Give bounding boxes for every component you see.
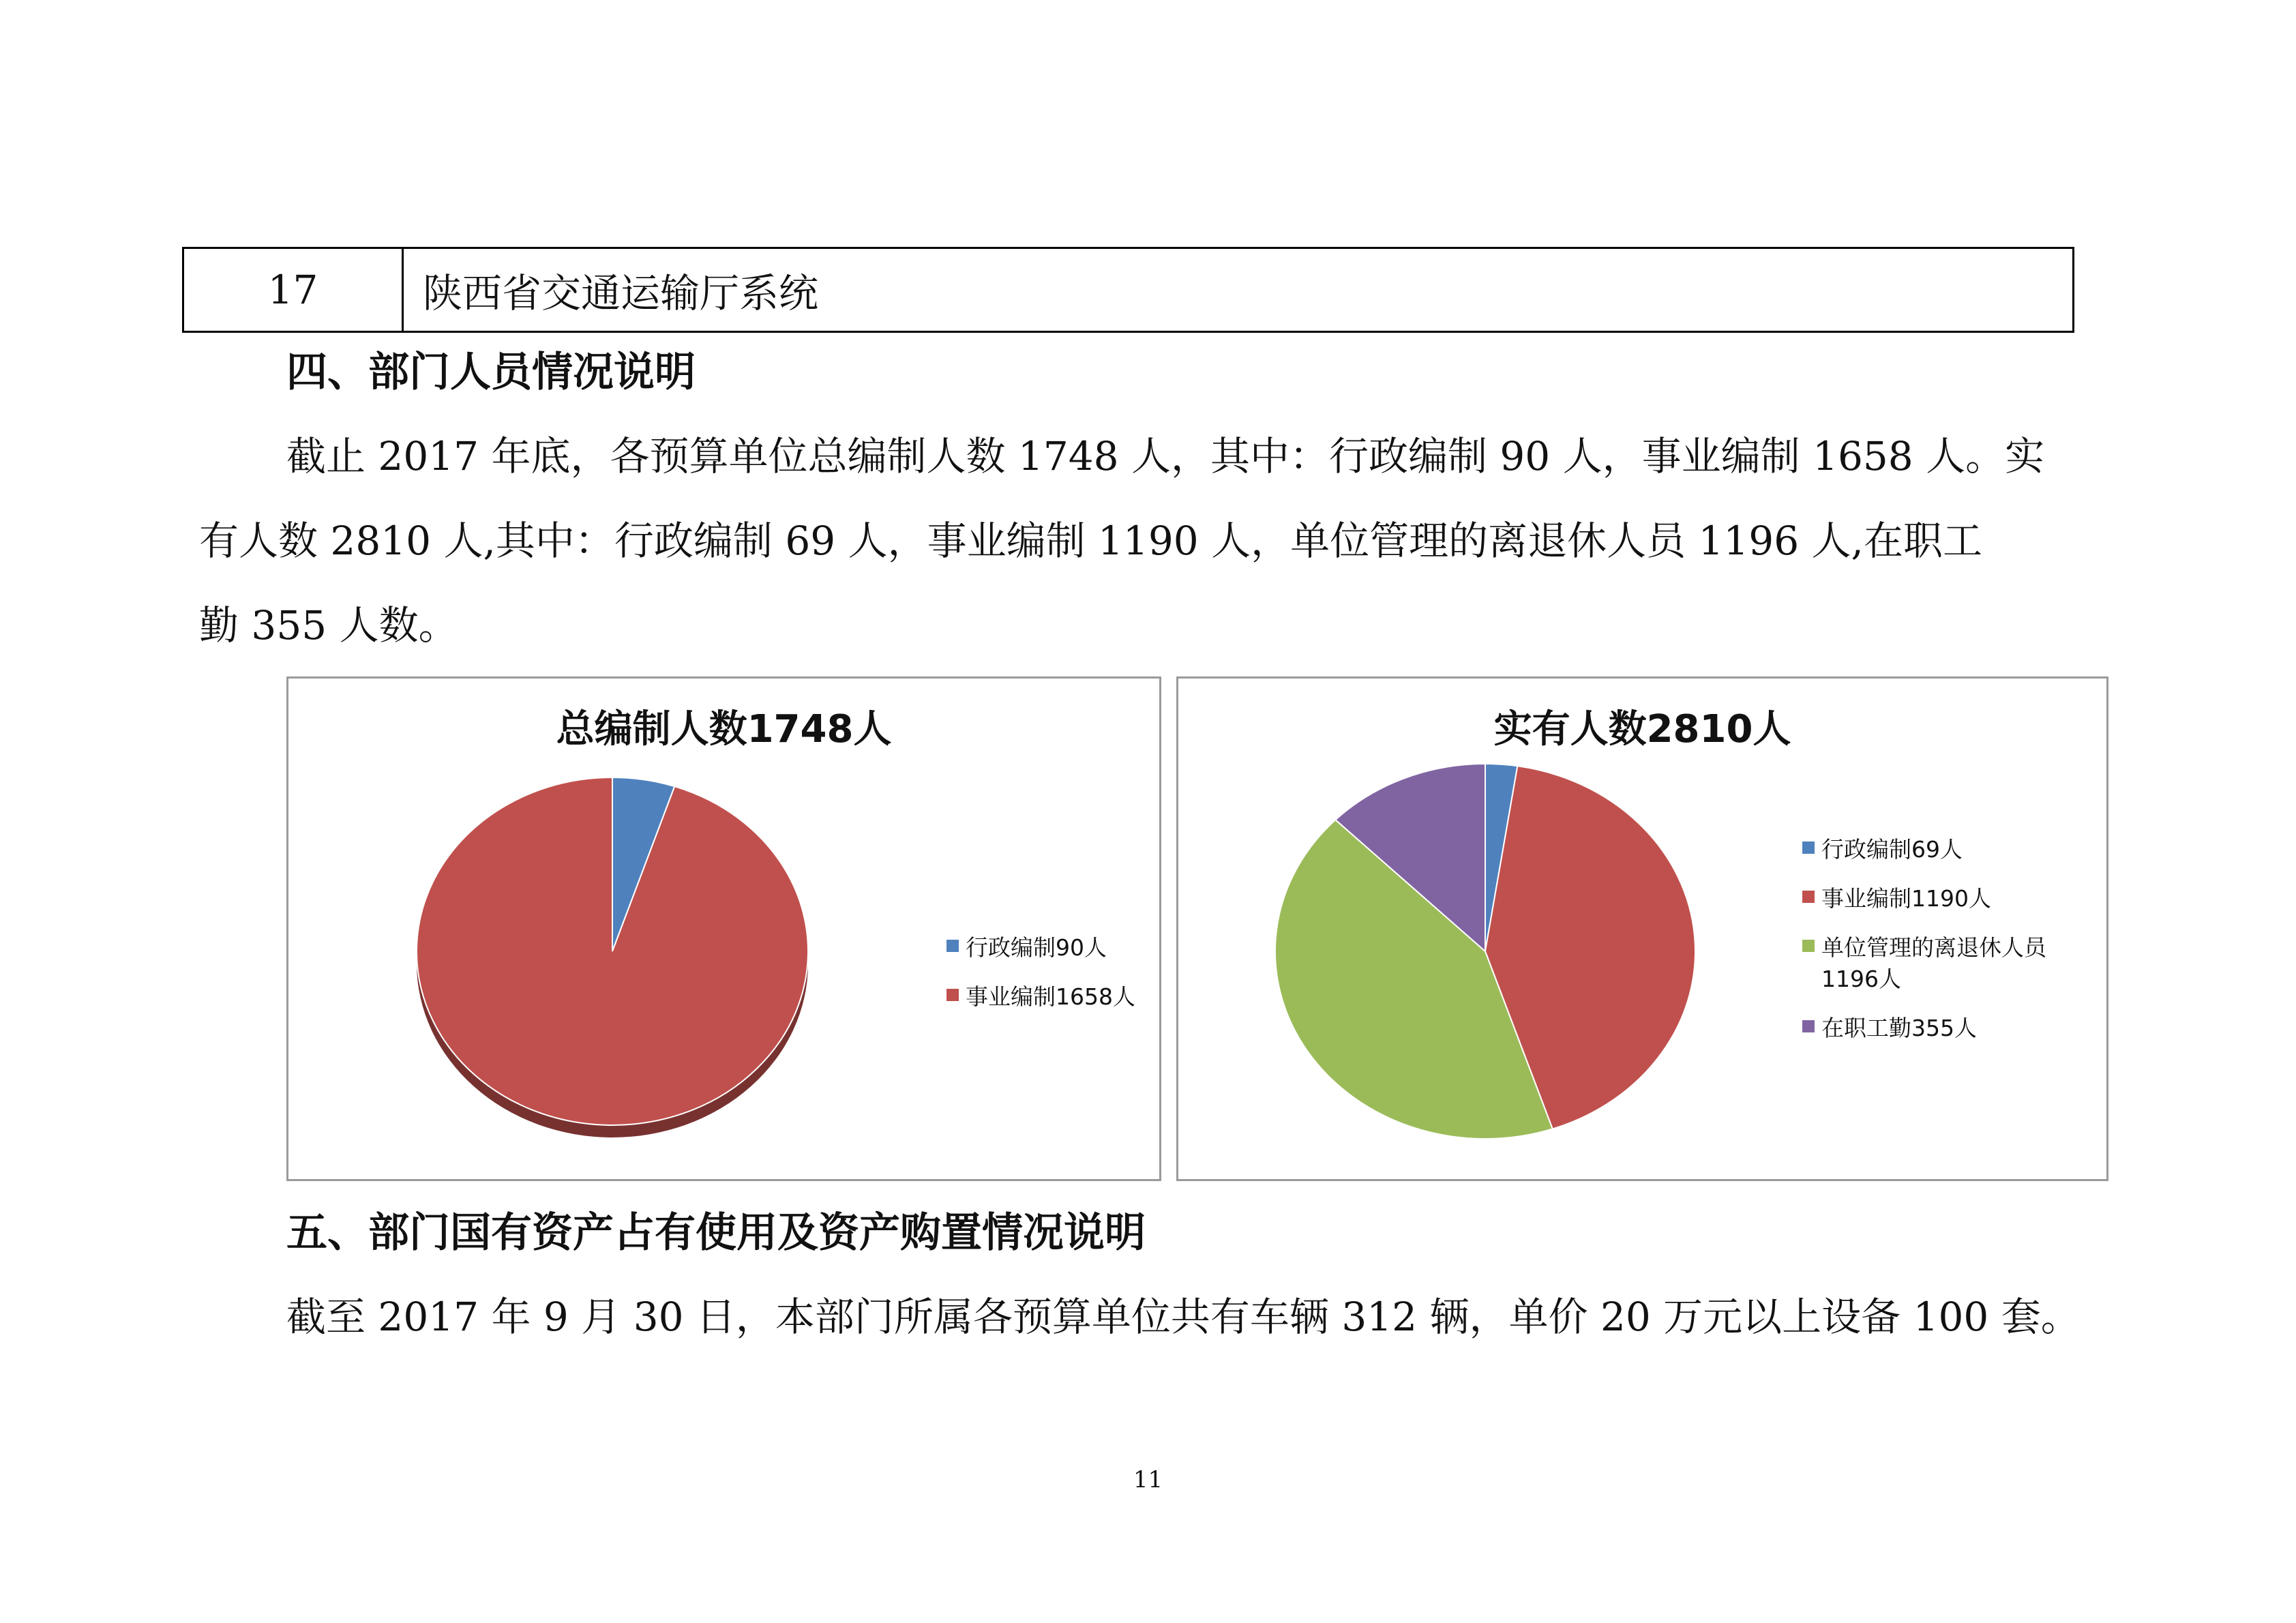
chart-title: 实有人数2810人 xyxy=(1493,707,1791,751)
section-5-heading: 五、部门国有资产占有使用及资产购置情况说明 xyxy=(286,1209,1146,1257)
section-4-heading: 四、部门人员情况说明 xyxy=(286,348,696,396)
legend-swatch xyxy=(946,989,959,1001)
legend-label: 单位管理的离退休人员1196人 xyxy=(1821,934,2046,992)
legend-item xyxy=(1802,1013,2089,1044)
legend-label: 行政编制90人 xyxy=(966,934,1107,961)
pie-slice xyxy=(417,777,808,1125)
chart-legend xyxy=(1802,834,2089,1062)
unit-number-cell: 17 xyxy=(184,249,404,331)
section-4-paragraph-line-3: 勤 355 人数。 xyxy=(199,602,458,649)
section-5-paragraph: 截至 2017 年 9 月 30 日，本部门所属各预算单位共有车辆 312 辆，单价 20 万元以上设备 100 套。 xyxy=(286,1294,2081,1340)
legend-item xyxy=(1802,834,2089,865)
legend-swatch xyxy=(1802,842,1815,854)
legend-swatch xyxy=(946,940,959,952)
legend-swatch xyxy=(1802,1020,1815,1032)
chart-title: 总编制人数1748人 xyxy=(556,707,892,751)
chart-total-establishment xyxy=(286,676,1161,1181)
section-4-paragraph-line-2: 有人数 2810 人,其中：行政编制 69 人，事业编制 1190 人，单位管理的离退休人员 1196 人,在职工 xyxy=(199,518,1982,564)
unit-table-row xyxy=(182,247,2074,333)
legend-item xyxy=(946,981,1151,1013)
chart-legend xyxy=(946,932,1151,1030)
legend-label: 行政编制69人 xyxy=(1821,836,1963,863)
legend-swatch xyxy=(1802,891,1815,903)
legend-swatch xyxy=(1802,940,1815,952)
legend-item xyxy=(1802,932,2089,995)
legend-label: 事业编制1658人 xyxy=(966,983,1135,1010)
pie-chart-svg xyxy=(288,679,1163,1183)
legend-item xyxy=(1802,883,2089,914)
legend-item xyxy=(946,932,1151,964)
legend-label: 在职工勤355人 xyxy=(1821,1015,1977,1041)
chart-actual-staff xyxy=(1176,676,2108,1181)
section-4-paragraph-line-1: 截止 2017 年底，各预算单位总编制人数 1748 人，其中：行政编制 90 人，事业编制 1658 人。实 xyxy=(286,433,2045,479)
legend-label: 事业编制1190人 xyxy=(1821,885,1991,912)
unit-name-cell: 陕西省交通运输厅系统 xyxy=(423,270,819,316)
page-number: 11 xyxy=(1133,1466,1163,1493)
